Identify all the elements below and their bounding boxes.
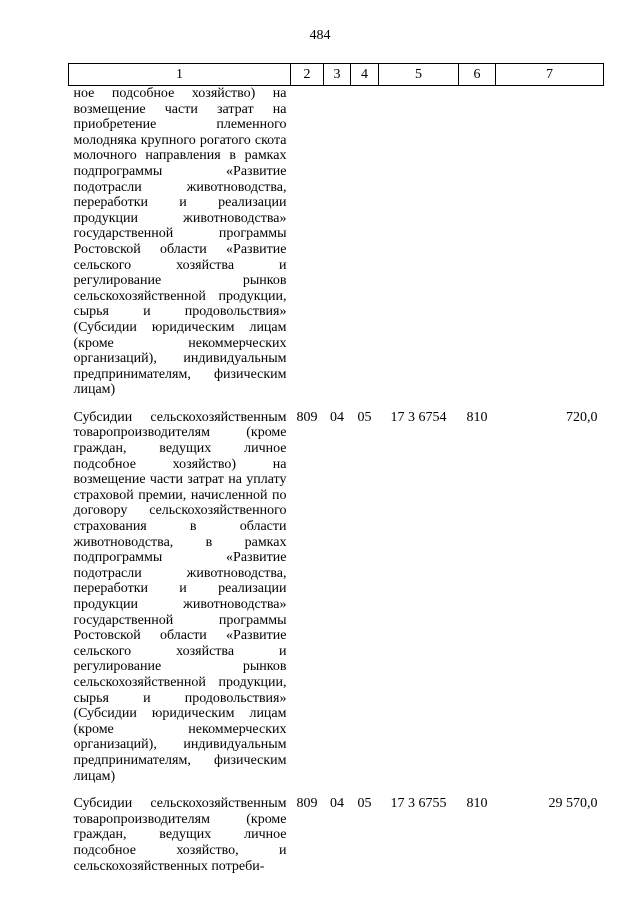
header-col-7: 7 (496, 64, 604, 86)
row-amount (496, 86, 604, 398)
row-description: Субсидии сельскохозяйственным товаропроизводителям (кроме граждан, ведущих личное подсобное хозяйство) на возмещение части затрат на уплату страховой премии, начисленной по договору сельскохозяйственного страхования в области животноводства, в рамках подпрограммы «Развитие подотрасли животноводства, переработки и реализации продукции животноводства» государственной программы Ростовской области «Развитие сельского хозяйства и регулирование рынков сельскохозяйственной продукции, сырья и продовольствия» (Субсидии юридическим лицам (кроме некоммерческих организаций), индивидуальным предпринимателям, физическим лицам) (73, 409, 287, 784)
row-target-article: 17 3 6754 (390, 409, 447, 425)
row-gap (69, 784, 604, 796)
row-expense-type: 810 (466, 409, 488, 425)
header-col-5: 5 (379, 64, 459, 86)
row-target-article (379, 86, 459, 398)
row-amount: 720,0 (566, 409, 598, 425)
header-col-1: 1 (69, 64, 291, 86)
row-ministry-code (291, 86, 324, 398)
header-row (69, 64, 604, 86)
header-col-6: 6 (459, 64, 496, 86)
row-ministry-code: 809 (296, 409, 318, 425)
row-subsection-code: 05 (357, 409, 372, 425)
row-target-article: 17 3 6755 (390, 796, 447, 812)
row-subsection-code: 05 (357, 796, 372, 812)
row-expense-type: 810 (466, 796, 488, 812)
table-row (69, 410, 604, 784)
row-ministry-code: 809 (296, 796, 318, 812)
row-description: Субсидии сельскохозяйственным товаропроизводителям (кроме граждан, ведущих личное подсобное хозяйство, и сельскохозяйственных потреби- (73, 796, 287, 874)
budget-table (68, 63, 604, 874)
page-number: 484 (309, 28, 331, 43)
row-section-code: 04 (330, 409, 344, 425)
row-section-code: 04 (330, 796, 344, 812)
header-col-3: 3 (324, 64, 351, 86)
row-gap (69, 398, 604, 410)
table-row (69, 796, 604, 874)
row-amount: 29 570,0 (548, 796, 598, 812)
header-col-2: 2 (291, 64, 324, 86)
row-subsection-code (351, 86, 379, 398)
row-expense-type (459, 86, 496, 398)
row-description: ное подсобное хозяйство) на возмещение части затрат на приобретение племенного молодняка крупного рогатого скота молочного направления в рамках подпрограммы «Развитие подотрасли животноводства, переработки и реализации продукции животноводства» государственной программы Ростовской области «Развитие сельского хозяйства и регулирование рынков сельскохозяйственной продукции, сырья и продовольствия» (Субсидии юридическим лицам (кроме некоммерческих организаций), индивидуальным предпринимателям, физическим лицам) (73, 86, 287, 398)
header-col-4: 4 (351, 64, 379, 86)
table-row (69, 86, 604, 398)
row-section-code (324, 86, 351, 398)
